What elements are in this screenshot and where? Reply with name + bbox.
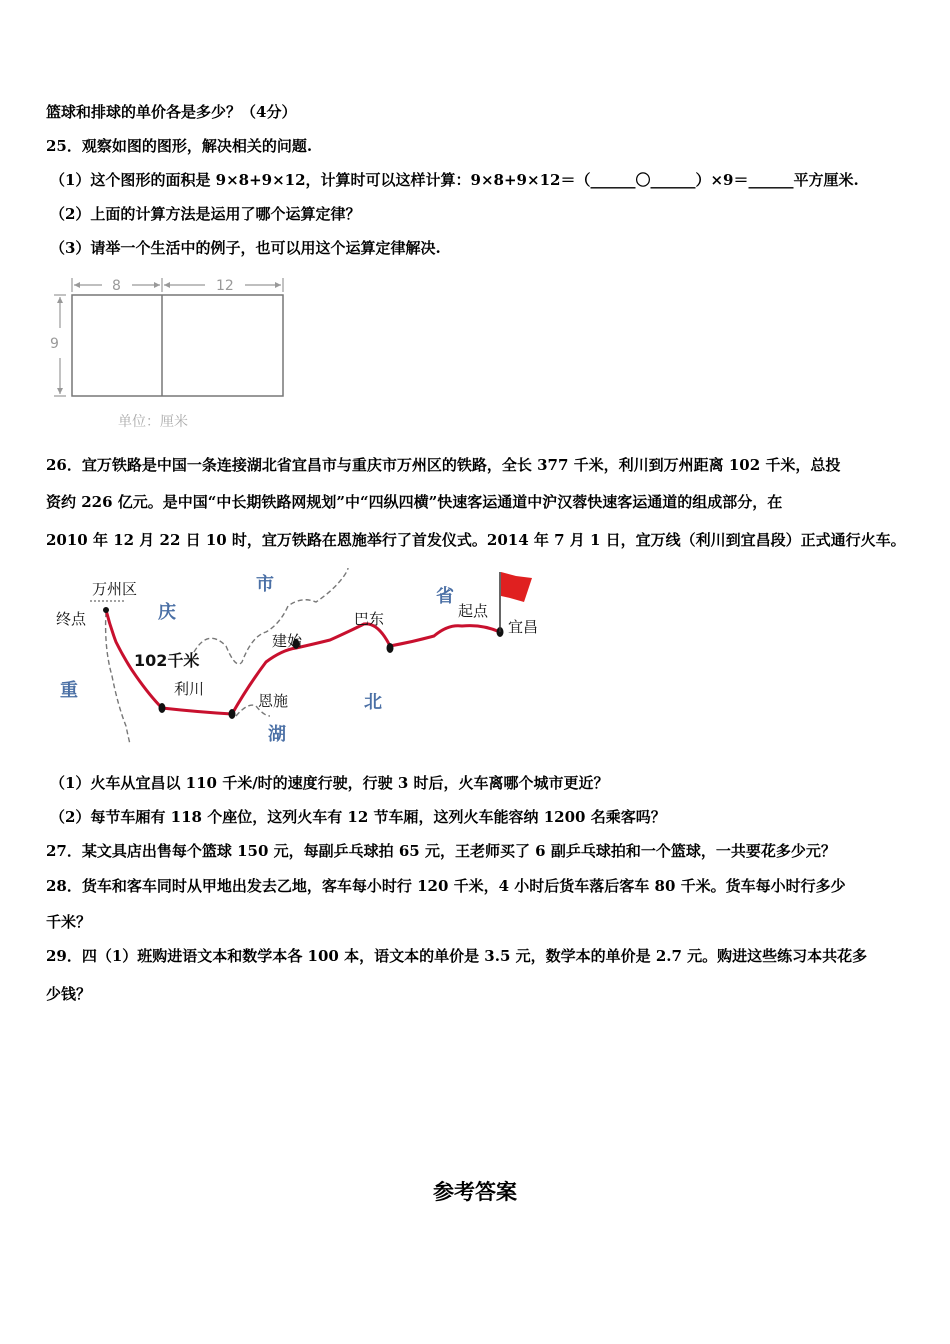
label-badong: 巴东 xyxy=(354,610,385,628)
label-jianshi: 建始 xyxy=(272,632,303,650)
unit-label: 单位：厘米 xyxy=(118,414,188,430)
q25-part1: （1）这个图形的面积是 9×8+9×12，计算时可以这样计算：9×8+9×12＝（______〇______）×9＝______平方厘米. xyxy=(50,171,859,189)
q25-part2: （2）上面的计算方法是运用了哪个运算定律？ xyxy=(50,205,361,223)
station-dot-lichuan xyxy=(159,703,166,713)
outer-rectangle xyxy=(72,295,283,396)
width-label-12: 12 xyxy=(216,278,234,294)
q27-stem: 27．某文具店出售每个篮球 150 元，每副乒乓球拍 65 元，王老师买了 6 副乒乓球拍和一个篮球，一共要花多少元？ xyxy=(46,842,836,860)
q28-stem-line2: 千米？ xyxy=(46,913,92,931)
width-label-8: 8 xyxy=(112,278,121,294)
q29-stem-line1: 29．四（1）班购进语文本和数学本各 100 本，语文本的单价是 3.5 元，数学本的单价是 2.7 元。购进这些练习本共花多 xyxy=(46,947,868,965)
flag-icon xyxy=(501,572,532,602)
railway-map xyxy=(48,566,548,748)
region-hu: 湖 xyxy=(268,724,286,745)
q29-stem-line2: 少钱？ xyxy=(46,985,92,1003)
answer-section-title: 参考答案 xyxy=(433,1180,517,1204)
label-start: 起点 xyxy=(458,602,489,620)
region-bei: 北 xyxy=(364,692,382,713)
region-qing: 庆 xyxy=(158,602,176,623)
label-terminal: 终点 xyxy=(56,610,87,628)
label-distance: 102千米 xyxy=(134,651,200,670)
station-dot-wanzhou xyxy=(103,607,109,613)
q26-stem-line1: 26．宜万铁路是中国一条连接湖北省宜昌市与重庆市万州区的铁路，全长 377 千米，利川到万州距离 102 千米，总投 xyxy=(46,456,841,474)
label-wanzhou: 万州区 xyxy=(92,580,138,598)
q25-part3: （3）请举一个生活中的例子，也可以用这个运算定律解决. xyxy=(50,239,441,257)
border-west xyxy=(106,612,130,744)
q25-stem: 25．观察如图的图形，解决相关的问题. xyxy=(46,137,313,155)
height-label-9: 9 xyxy=(50,336,59,352)
q26-part2: （2）每节车厢有 118 个座位，这列火车有 12 节车厢，这列火车能容纳 1200 名乘客吗？ xyxy=(50,808,666,826)
q28-stem-line1: 28．货车和客车同时从甲地出发去乙地，客车每小时行 120 千米，4 小时后货车落后客车 80 千米。货车每小时行多少 xyxy=(46,877,846,895)
label-lichuan: 利川 xyxy=(174,680,205,698)
station-dot-enshi xyxy=(229,709,236,719)
q26-stem-line3: 2010 年 12 月 22 日 10 时，宜万铁路在恩施举行了首发仪式。2014 年 7 月 1 日，宜万线（利川到宜昌段）正式通行火车。 xyxy=(46,531,906,549)
region-sheng: 省 xyxy=(436,586,454,607)
q26-part1: （1）火车从宜昌以 110 千米/时的速度行驶，行驶 3 时后，火车离哪个城市更近？ xyxy=(50,774,609,792)
region-chong: 重 xyxy=(60,680,78,701)
rectangle-figure xyxy=(40,268,310,436)
station-dot-badong xyxy=(387,643,394,653)
region-shi: 市 xyxy=(256,574,274,595)
label-yichang: 宜昌 xyxy=(508,618,539,636)
q24-tail: 篮球和排球的单价各是多少？（4分） xyxy=(46,103,297,121)
label-enshi: 恩施 xyxy=(258,692,289,710)
q26-stem-line2: 资约 226 亿元。是中国“中长期铁路网规划”中“四纵四横”快速客运通道中沪汉蓉快速客运通道的组成部分，在 xyxy=(46,493,783,511)
